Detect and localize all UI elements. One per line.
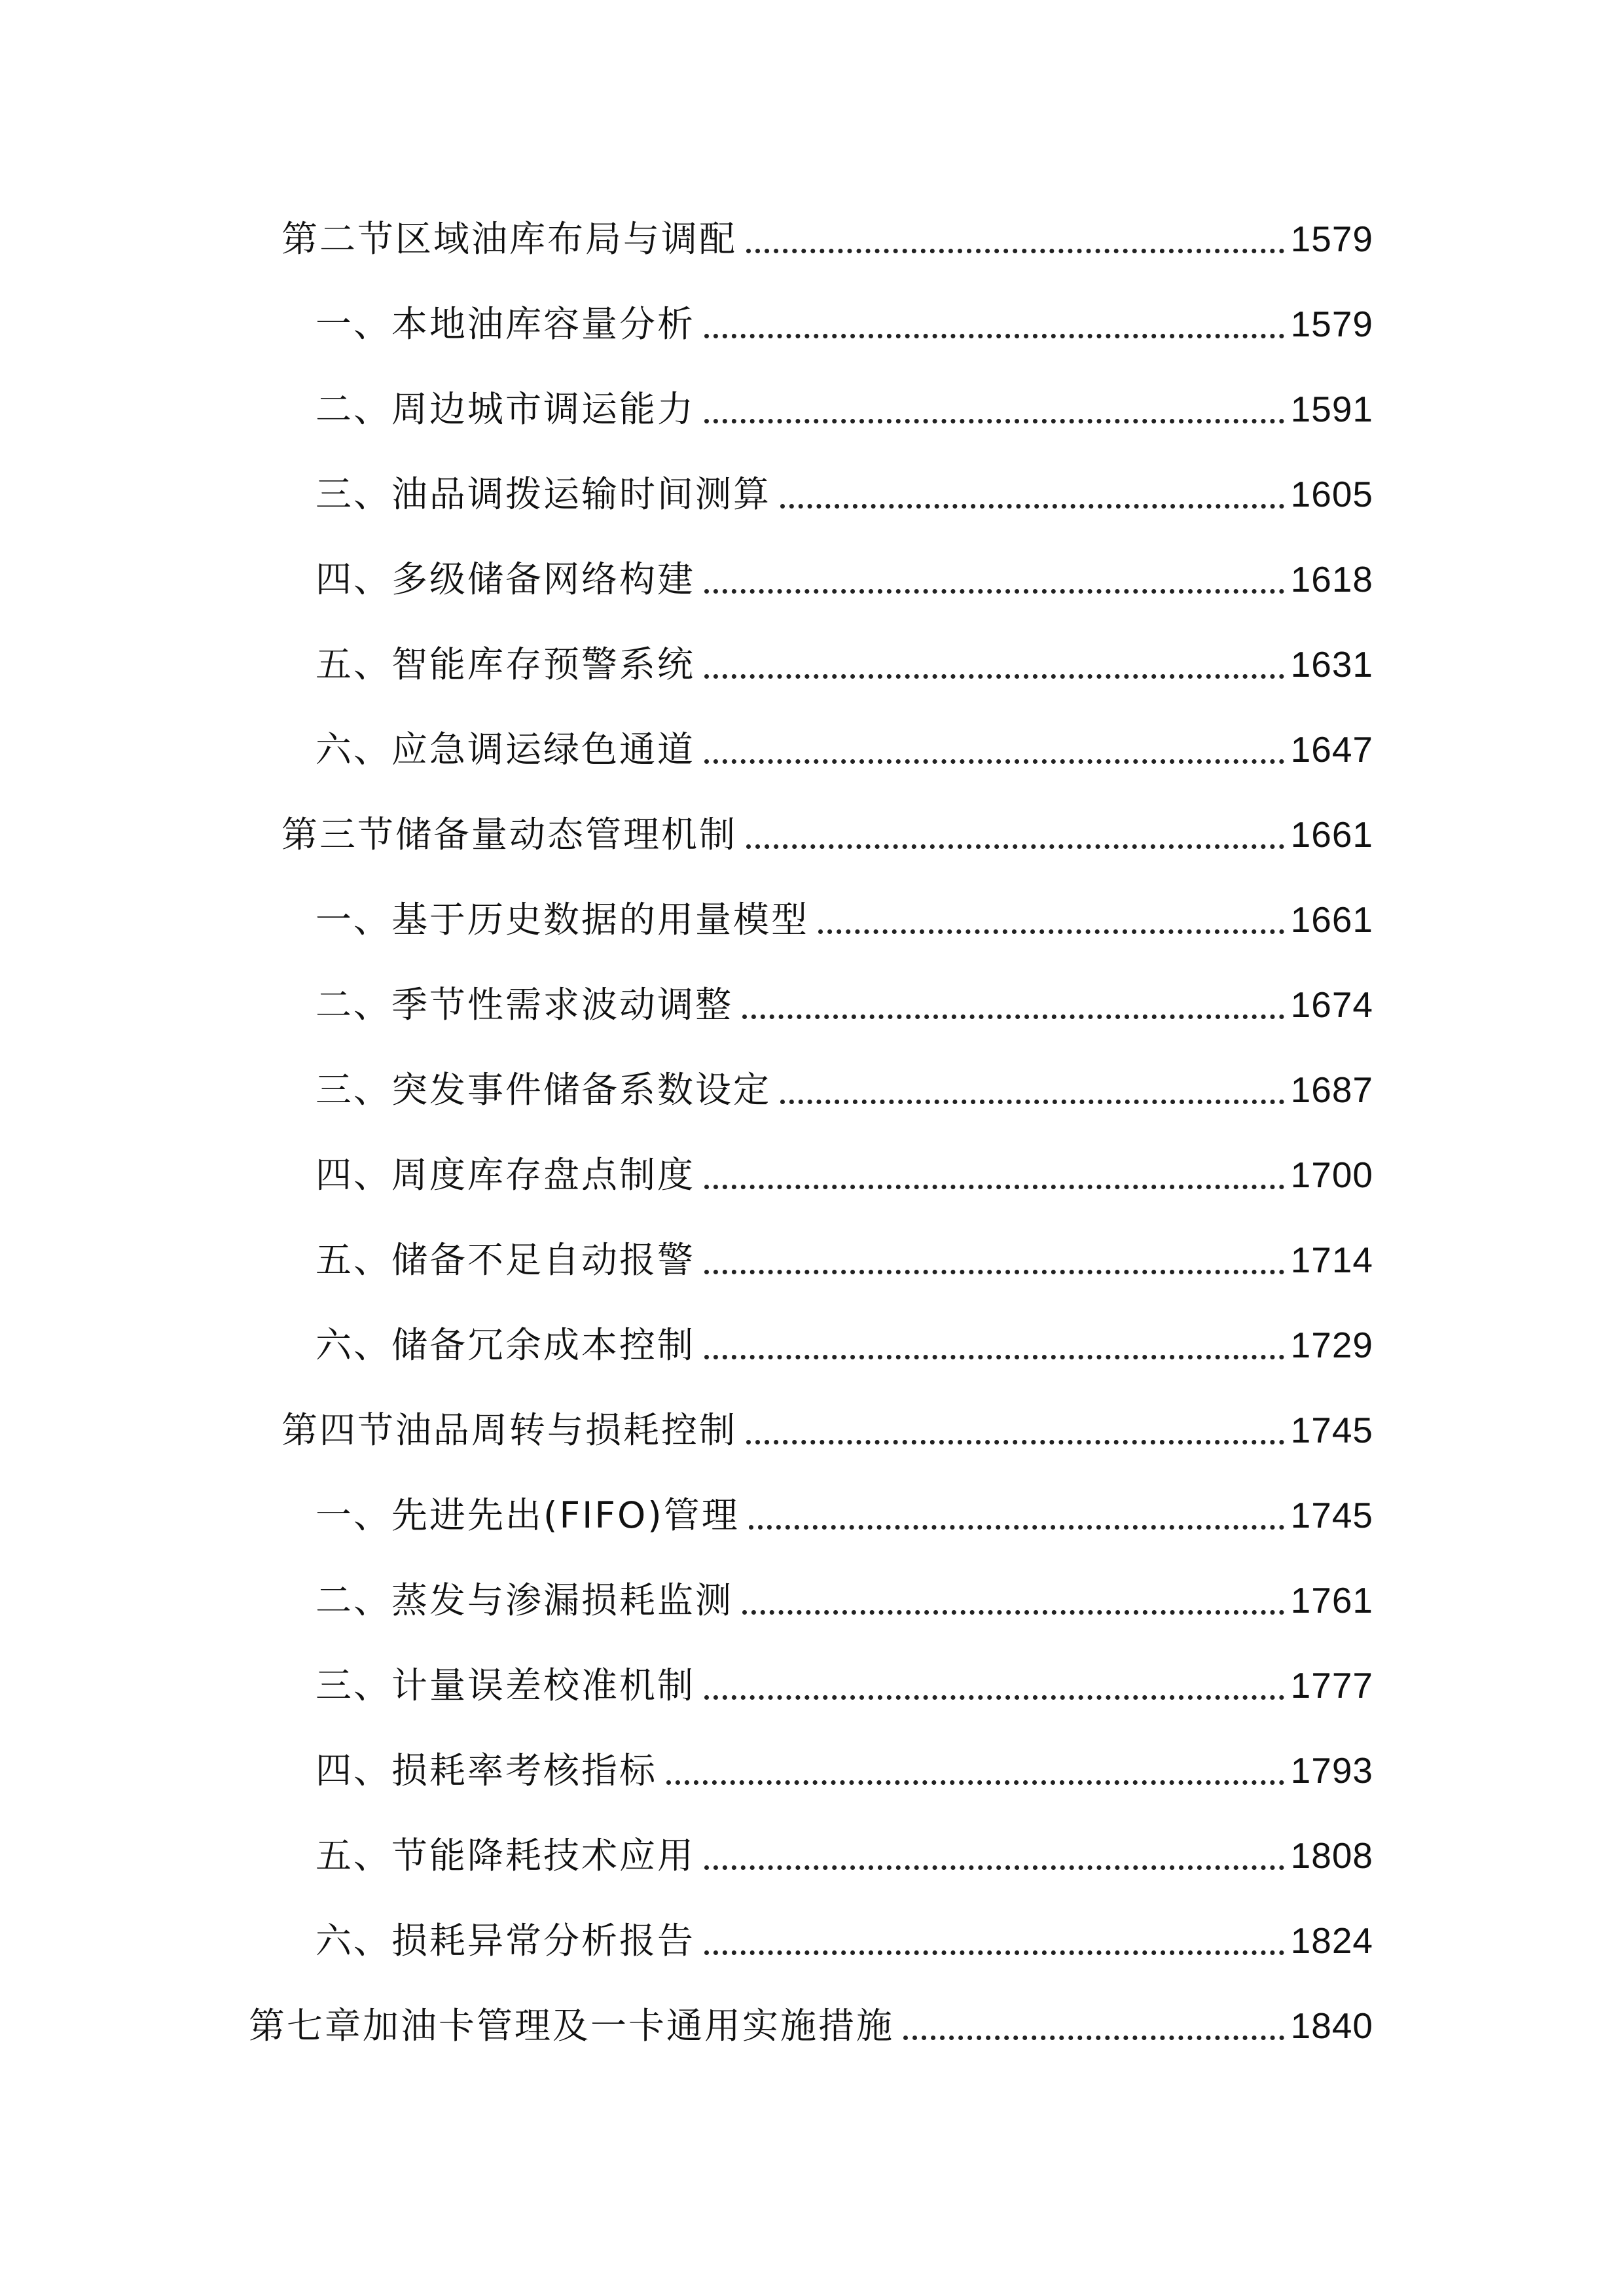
toc-entry-subsection[interactable] (316, 893, 1373, 946)
toc-page-number: 1714 (1290, 1240, 1373, 1280)
toc-dot-leader (704, 334, 1284, 338)
toc-entry-title: 六、应急调运绿色通道 (316, 728, 696, 770)
toc-entry-title: 一、先进先出(FIFO)管理 (316, 1494, 740, 1536)
toc-dot-leader (780, 504, 1284, 509)
toc-entry-title: 五、智能库存预警系统 (316, 643, 696, 685)
toc-entry-title: 三、计量误差校准机制 (316, 1664, 696, 1706)
toc-page-number: 1661 (1290, 814, 1373, 855)
toc-dot-leader (749, 1525, 1284, 1530)
toc-entry-subsection[interactable] (316, 1319, 1373, 1371)
toc-entry-title: 第四节油品周转与损耗控制 (281, 1409, 738, 1451)
toc-entry-title: 六、损耗异常分析报告 (316, 1920, 696, 1962)
toc-entry-title: 三、油品调拨运输时间测算 (316, 473, 772, 515)
toc-page-number: 1745 (1290, 1495, 1373, 1535)
toc-dot-leader (704, 589, 1284, 594)
toc-entry-title: 四、多级储备网络构建 (316, 558, 696, 600)
toc-page-number: 1605 (1290, 474, 1373, 514)
toc-dot-leader (903, 2036, 1284, 2040)
toc-page-number: 1777 (1290, 1665, 1373, 1706)
toc-page-number: 1700 (1290, 1155, 1373, 1195)
toc-page-number: 1745 (1290, 1410, 1373, 1450)
toc-entry-title: 四、损耗率考核指标 (316, 1749, 658, 1791)
toc-page-number: 1579 (1290, 304, 1373, 344)
toc-entry-title: 六、储备冗余成本控制 (316, 1324, 696, 1366)
toc-entry-title: 第三节储备量动态管理机制 (281, 814, 738, 855)
toc-dot-leader (704, 1270, 1284, 1274)
toc-entry-title: 二、周边城市调运能力 (316, 388, 696, 430)
toc-entry-subsection[interactable] (316, 1149, 1373, 1201)
toc-dot-leader (704, 1865, 1284, 1870)
toc-page-number: 1618 (1290, 559, 1373, 600)
toc-entry-title: 第七章加油卡管理及一卡通用实施措施 (249, 2005, 895, 2047)
toc-dot-leader (780, 1100, 1284, 1104)
toc-entry-title: 五、储备不足自动报警 (316, 1239, 696, 1281)
toc-dot-leader (666, 1780, 1284, 1785)
toc-entry-chapter[interactable] (249, 2000, 1373, 2052)
toc-dot-leader (704, 1355, 1284, 1359)
toc-page-number: 1579 (1290, 219, 1373, 259)
toc-page-number: 1824 (1290, 1920, 1373, 1961)
toc-entry-title: 四、周度库存盘点制度 (316, 1154, 696, 1196)
toc-page-number: 1674 (1290, 984, 1373, 1025)
toc-entry-title: 第二节区域油库布局与调配 (281, 218, 738, 260)
toc-entry-title: 二、蒸发与渗漏损耗监测 (316, 1579, 734, 1621)
toc-dot-leader (746, 249, 1284, 253)
toc-page-number: 1661 (1290, 899, 1373, 940)
toc-dot-leader (742, 1014, 1284, 1019)
toc-entry-subsection[interactable] (316, 723, 1373, 776)
toc-entry-subsection[interactable] (316, 1914, 1373, 1967)
toc-entry-subsection[interactable] (316, 1234, 1373, 1286)
toc-page-number: 1591 (1290, 389, 1373, 429)
toc-entry-title: 二、季节性需求波动调整 (316, 984, 734, 1026)
toc-dot-leader (742, 1610, 1284, 1615)
toc-entry-subsection[interactable] (316, 1064, 1373, 1116)
toc-entry-subsection[interactable] (316, 383, 1373, 435)
toc-entry-title: 一、本地油库容量分析 (316, 303, 696, 345)
toc-entry-subsection[interactable] (316, 1744, 1373, 1797)
toc-dot-leader (704, 419, 1284, 423)
toc-page-number: 1729 (1290, 1325, 1373, 1365)
toc-entry-title: 五、节能降耗技术应用 (316, 1835, 696, 1876)
toc-entry-title: 三、突发事件储备系数设定 (316, 1069, 772, 1111)
toc-dot-leader (746, 1440, 1284, 1444)
toc-page-number: 1808 (1290, 1835, 1373, 1876)
toc-page-number: 1631 (1290, 644, 1373, 685)
toc-page-number: 1647 (1290, 729, 1373, 770)
toc-entry-subsection[interactable] (316, 298, 1373, 350)
toc-page-number: 1687 (1290, 1069, 1373, 1110)
toc-dot-leader (704, 674, 1284, 679)
toc-dot-leader (818, 929, 1284, 934)
toc-page-number: 1761 (1290, 1580, 1373, 1621)
toc-entry-section[interactable] (281, 1404, 1373, 1456)
toc-entry-subsection[interactable] (316, 468, 1373, 520)
toc-entry-subsection[interactable] (316, 1489, 1373, 1541)
toc-page-number: 1840 (1290, 2005, 1373, 2046)
toc-entry-subsection[interactable] (316, 1829, 1373, 1882)
toc-entry-section[interactable] (281, 808, 1373, 861)
toc-entry-subsection[interactable] (316, 638, 1373, 691)
toc-dot-leader (704, 1695, 1284, 1700)
toc-entry-subsection[interactable] (316, 1574, 1373, 1626)
toc-entry-subsection[interactable] (316, 1659, 1373, 1712)
toc-dot-leader (704, 1185, 1284, 1189)
toc-dot-leader (704, 759, 1284, 764)
toc-dot-leader (746, 844, 1284, 849)
toc-entry-subsection[interactable] (316, 553, 1373, 605)
toc-entry-subsection[interactable] (316, 978, 1373, 1031)
toc-entry-title: 一、基于历史数据的用量模型 (316, 899, 810, 941)
toc-page-number: 1793 (1290, 1750, 1373, 1791)
toc-dot-leader (704, 1950, 1284, 1955)
toc-entry-section[interactable] (281, 213, 1373, 265)
